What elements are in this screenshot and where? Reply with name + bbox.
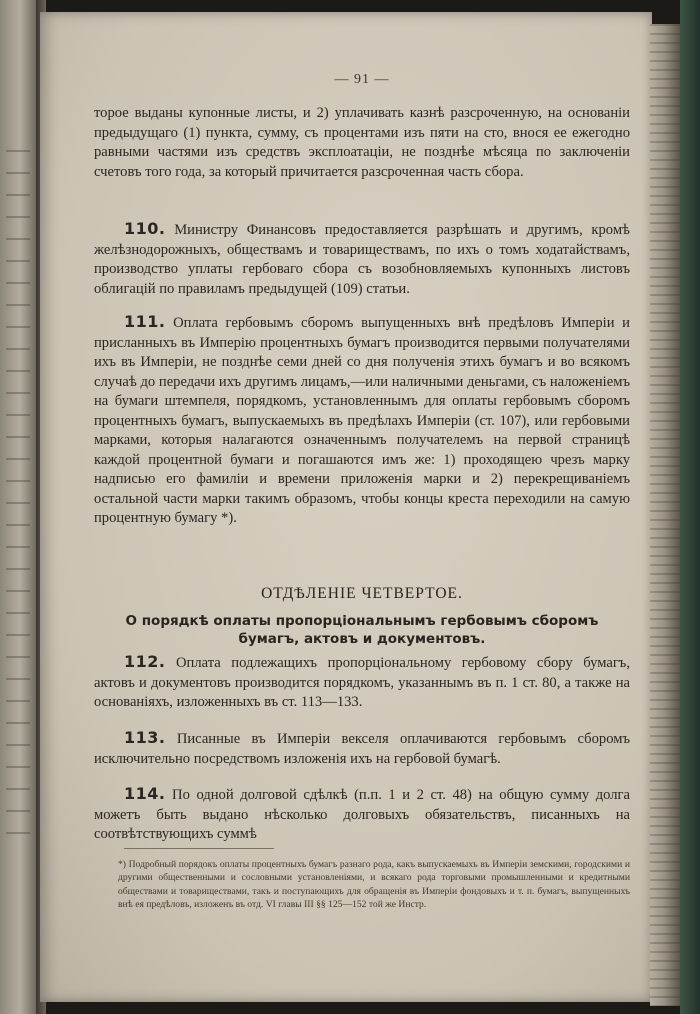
article-number: 114. (124, 784, 166, 803)
article-111 (94, 312, 630, 529)
paragraph-continuation (94, 104, 630, 182)
article-text: Писанные въ Имперіи векселя оплачиваются гербовымъ сборомъ исключительно посредствомъ изложенія ихъ на гербовой бумагѣ. (94, 731, 630, 767)
article-number: 112. (124, 652, 166, 671)
page-stack-edge (650, 24, 680, 1006)
section-title: ОТДѢЛЕНІЕ ЧЕТВЕРТОЕ. (261, 585, 463, 602)
section-subtitle: О порядкѣ оплаты пропорціональнымъ гербовымъ сборомъ бумагъ, актовъ и документовъ. (125, 613, 599, 647)
book-cover-edge (680, 0, 700, 1014)
article-text: Министру Финансовъ предоставляется разрѣшать и другимъ, кромѣ желѣзнодорожныхъ, обществамъ и товариществамъ, по ихъ о томъ ходатайствамъ, производство уплаты гербоваго сбора съ возобновляемыхъ купонныхъ листовъ облигацій по правиламъ предыдущей (109) статьи. (94, 222, 630, 297)
footnote-rule (124, 848, 274, 849)
article-114 (94, 784, 630, 845)
article-text: По одной долговой сдѣлкѣ (п.п. 1 и 2 ст. 48) на общую сумму долга можетъ быть выдано нѣсколько долговыхъ обязательствъ, писанныхъ на соотвѣтствующихъ суммѣ (94, 787, 630, 842)
footnote: *) Подробный порядокъ оплаты процентныхъ бумагъ разнаго рода, какъ выпускаемыхъ въ Имперіи земскими, городскими и другими общественными и сословными установленіями, и всякаго рода торговыми промышленными и кредитными обществами и товариществами, такъ и поступающихъ для обращенія въ Имперіи фондовыхъ и т. п. бумагъ, выпущенныхъ внѣ ея предѣловъ, изложенъ въ отд. VI главы III §§ 125—152 той же Инстр. (118, 859, 630, 911)
article-113 (94, 728, 630, 769)
article-number: 110. (124, 219, 166, 238)
article-number: 113. (124, 728, 166, 747)
article-text: Оплата подлежащихъ пропорціональному гербовому сбору бумагъ, актовъ и документовъ производится порядкомъ, указаннымъ въ п. 1 ст. 80, а также на основаніяхъ, изложенныхъ въ ст. 113—133. (94, 655, 630, 710)
page-number: — 91 — (334, 72, 390, 87)
article-text: Оплата гербовымъ сборомъ выпущенныхъ внѣ предѣловъ Имперіи и присланныхъ въ Имперію процентныхъ бумагъ производится первыми получателями ихъ въ Имперіи, не позднѣе семи дней со дня полученія этихъ бумагъ и во всякомъ случаѣ до передачи ихъ другимъ лицамъ,—или наличными деньгами, съ наложеніемъ на бумаги штемпеля, порядкомъ, установленнымъ для оплаты гербовымъ сборомъ процентныхъ бумагъ, выпускаемыхъ въ предѣлахъ Имперіи (ст. 107), или гербовыми марками, которыя налагаются означеннымъ получателемъ на первой страницѣ каждой процентной бумаги и погашаются имъ же: 1) проходящею чрезъ марку надписью его фамиліи и времени приложенія марки и 2) перекрещиваніемъ остальной части марки такимъ образомъ, чтобы концы креста переходили на самую процентную бумагу *). (94, 315, 630, 526)
paragraph-text: торое выданы купонные листы, и 2) уплачивать казнѣ разсроченную, на основаніи предыдущаго (1) пункта, сумму, съ процентами изъ пяти на сто, внося ее ежегодно равными частями изъ средствъ эксплоатаціи, не позднѣе мѣсяца по заключеніи счетовъ того года, за который причитается разсроченная часть сбора. (94, 105, 630, 180)
page (40, 12, 652, 1002)
article-112 (94, 652, 630, 713)
left-page-edge (0, 0, 36, 1014)
article-number: 111. (124, 312, 166, 331)
article-110 (94, 219, 630, 299)
